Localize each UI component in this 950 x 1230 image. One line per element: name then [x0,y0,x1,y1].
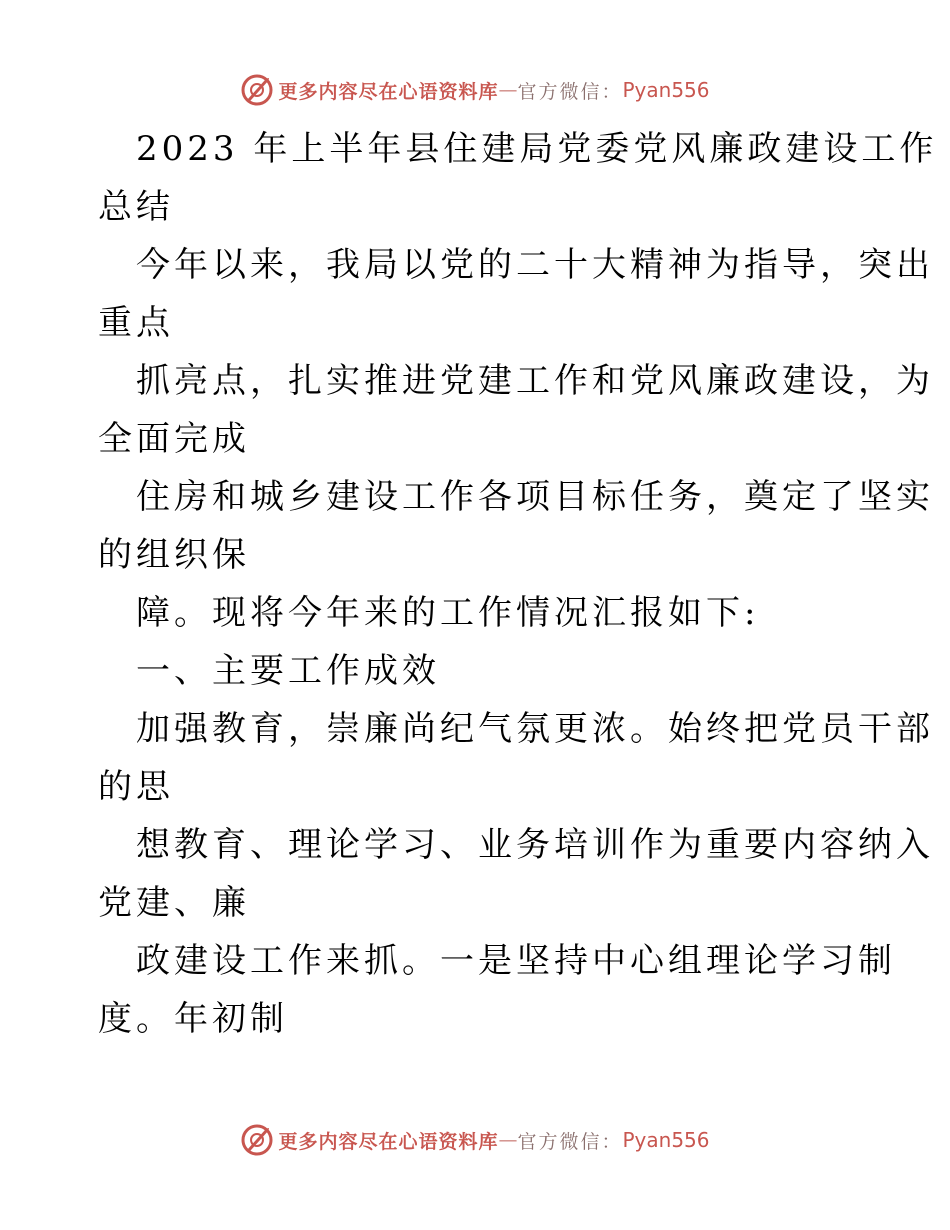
banner-dash: — [498,79,518,101]
paragraph-line: 住房和城乡建设工作各项目标任务，奠定了坚实 [136,477,934,517]
paragraph-line: 加强教育，崇廉尚纪气氛更浓。始终把党员干部 [136,709,934,749]
banner-wechat-handle: Pyan556 [622,1128,710,1152]
banner-title: 更多内容尽在心语资料库 [278,1130,499,1153]
paragraph-line: 的思 [98,767,174,807]
banner-wechat-handle: Pyan556 [622,78,710,102]
paragraph-line: 度。年初制 [98,999,288,1039]
paragraph-line: 重点 [98,303,174,343]
brand-logo-icon [240,1123,274,1157]
document-body [98,120,938,1048]
banner-title: 更多内容尽在心语资料库 [278,80,499,103]
paragraph-line: 的组织保 [98,535,250,575]
paragraph-line: 想教育、理论学习、业务培训作为重要内容纳入 [136,825,934,865]
banner-wechat-label: 官方微信： [517,1130,623,1153]
title-line-1: 2023 年上半年县住建局党委党风廉政建设工作 [136,129,938,169]
title-line-2: 总结 [98,187,174,227]
banner-wechat-label: 官方微信： [517,80,623,103]
paragraph-line: 抓亮点，扎实推进党建工作和党风廉政建设，为 [136,361,934,401]
brand-logo-icon [240,73,274,107]
paragraph-line: 障。现将今年来的工作情况汇报如下: [136,593,760,633]
paragraph-line: 今年以来，我局以党的二十大精神为指导，突出 [136,245,934,285]
paragraph-line: 政建设工作来抓。一是坚持中心组理论学习制 [136,941,896,981]
paragraph-line: 党建、廉 [98,883,250,923]
footer-watermark-banner [0,1120,950,1160]
banner-dash: — [498,1129,518,1151]
section-heading: 一、主要工作成效 [136,651,440,691]
paragraph-line: 全面完成 [98,419,250,459]
header-watermark-banner [0,70,950,110]
